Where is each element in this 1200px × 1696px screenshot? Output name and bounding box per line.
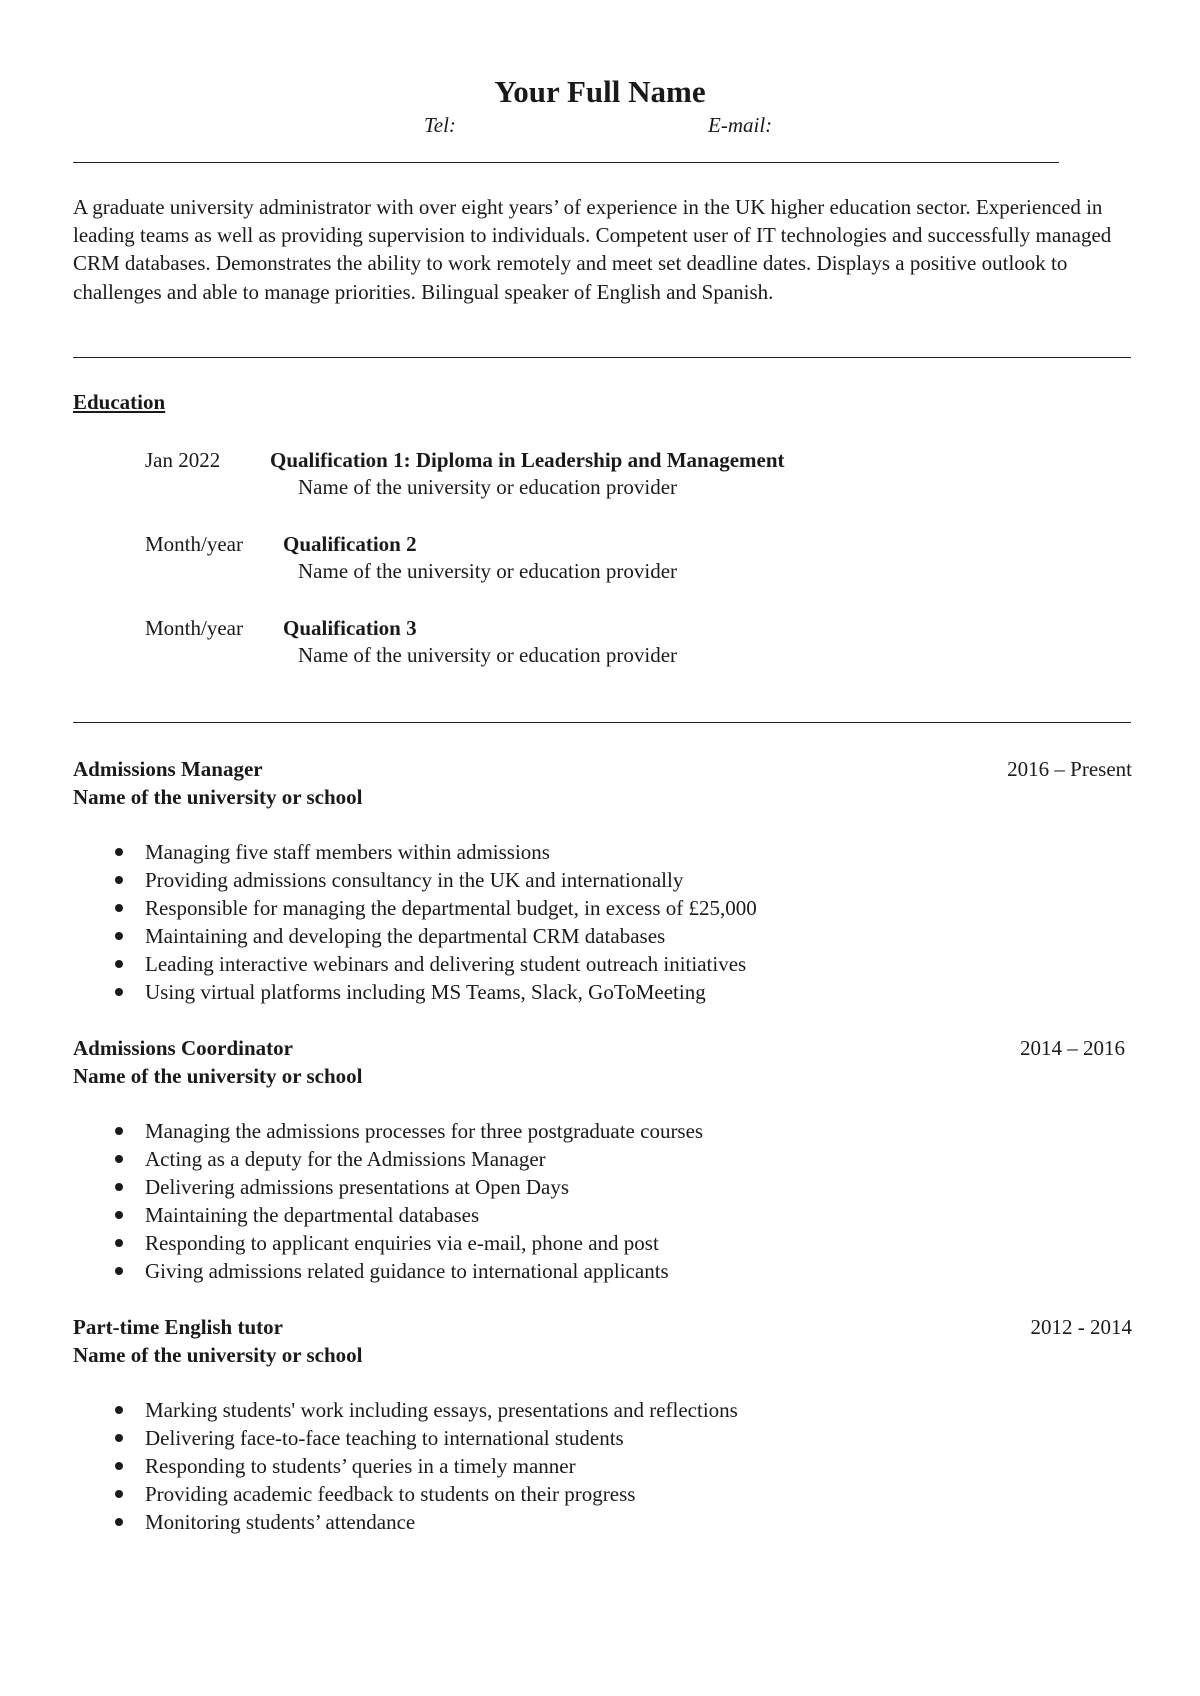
bullet-text: Using virtual platforms including MS Teams, Slack, GoToMeeting [145, 980, 706, 1004]
job-organization: Name of the university or school [73, 1064, 363, 1088]
list-item [145, 950, 757, 978]
job-title: Part-time English tutor [73, 1315, 283, 1339]
education-date: Month/year [145, 532, 243, 556]
education-date: Jan 2022 [145, 448, 221, 472]
bullet-icon [115, 1211, 123, 1219]
job-bullets [145, 838, 757, 1006]
bullet-text: Providing admissions consultancy in the UK and internationally [145, 868, 684, 892]
job-bullets [145, 1117, 703, 1285]
bullet-text: Managing five staff members within admissions [145, 840, 550, 864]
bullet-icon [115, 988, 123, 996]
bullet-icon [115, 1462, 123, 1470]
header-divider [73, 162, 1059, 163]
list-item [145, 866, 757, 894]
full-name: Your Full Name [494, 74, 706, 109]
bullet-icon [115, 1406, 123, 1414]
list-item [145, 1257, 703, 1285]
job-organization: Name of the university or school [73, 785, 363, 809]
bullet-icon [115, 1239, 123, 1247]
bullet-text: Marking students' work including essays, presentations and reflections [145, 1398, 738, 1422]
list-item [145, 894, 757, 922]
education-provider: Name of the university or education provider [298, 559, 678, 583]
list-item [145, 1480, 738, 1508]
bullet-text: Delivering admissions presentations at Open Days [145, 1175, 569, 1199]
bullet-icon [115, 1267, 123, 1275]
education-qualification: Qualification 2 [283, 532, 417, 556]
list-item [145, 1145, 703, 1173]
bullet-icon [115, 932, 123, 940]
tel-label: Tel: [424, 113, 456, 137]
bullet-icon [115, 876, 123, 884]
bullet-text: Acting as a deputy for the Admissions Manager [145, 1147, 546, 1171]
list-item [145, 922, 757, 950]
bullet-text: Responsible for managing the departmental budget, in excess of £25,000 [145, 896, 757, 920]
list-item [145, 1396, 738, 1424]
job-title: Admissions Coordinator [73, 1036, 293, 1060]
bullet-text: Giving admissions related guidance to international applicants [145, 1259, 669, 1283]
summary-divider [73, 357, 1131, 358]
list-item [145, 1173, 703, 1201]
bullet-text: Maintaining the departmental databases [145, 1203, 480, 1227]
education-provider: Name of the university or education provider [298, 643, 678, 667]
job-title: Admissions Manager [73, 757, 263, 781]
bullet-icon [115, 1490, 123, 1498]
education-divider [73, 722, 1131, 723]
bullet-icon [115, 1518, 123, 1526]
bullet-text: Leading interactive webinars and delivering student outreach initiatives [145, 952, 747, 976]
list-item [145, 1508, 738, 1536]
bullet-icon [115, 1434, 123, 1442]
list-item [145, 1117, 703, 1145]
job-dates: 2016 – Present [1007, 757, 1132, 781]
bullet-text: Monitoring students’ attendance [145, 1510, 416, 1534]
bullet-text: Providing academic feedback to students on their progress [145, 1482, 636, 1506]
profile-summary: A graduate university administrator with over eight years’ of experience in the UK higher education sector. Experienced in leading teams as well as providing supervision to individuals. Competent user of IT technologies and successfully managed CRM databases. Demonstrates the ability to work remotely and meet set deadline dates. Displays a positive outlook to challenges and able to manage priorities. Bilingual speaker of English and Spanish. [73, 195, 1112, 304]
bullet-text: Managing the admissions processes for three postgraduate courses [145, 1119, 704, 1143]
education-heading: Education [73, 390, 166, 414]
education-date: Month/year [145, 616, 243, 640]
job-bullets [145, 1396, 738, 1536]
bullet-text: Responding to applicant enquiries via e-mail, phone and post [145, 1231, 659, 1255]
bullet-icon [115, 1127, 123, 1135]
education-qualification: Qualification 3 [283, 616, 417, 640]
list-item [145, 1229, 703, 1257]
job-organization: Name of the university or school [73, 1343, 363, 1367]
list-item [145, 1452, 738, 1480]
email-label: E-mail: [708, 113, 773, 137]
bullet-icon [115, 848, 123, 856]
list-item [145, 1201, 703, 1229]
bullet-text: Maintaining and developing the departmental CRM databases [145, 924, 666, 948]
job-dates: 2014 – 2016 [1020, 1036, 1125, 1060]
bullet-text: Delivering face-to-face teaching to international students [145, 1426, 624, 1450]
bullet-icon [115, 904, 123, 912]
list-item [145, 838, 757, 866]
list-item [145, 1424, 738, 1452]
bullet-icon [115, 960, 123, 968]
list-item [145, 978, 757, 1006]
education-provider: Name of the university or education provider [298, 475, 678, 499]
bullet-icon [115, 1155, 123, 1163]
job-dates: 2012 - 2014 [1030, 1315, 1132, 1339]
bullet-icon [115, 1183, 123, 1191]
education-qualification: Qualification 1: Diploma in Leadership and Management [270, 448, 785, 472]
bullet-text: Responding to students’ queries in a timely manner [145, 1454, 576, 1478]
